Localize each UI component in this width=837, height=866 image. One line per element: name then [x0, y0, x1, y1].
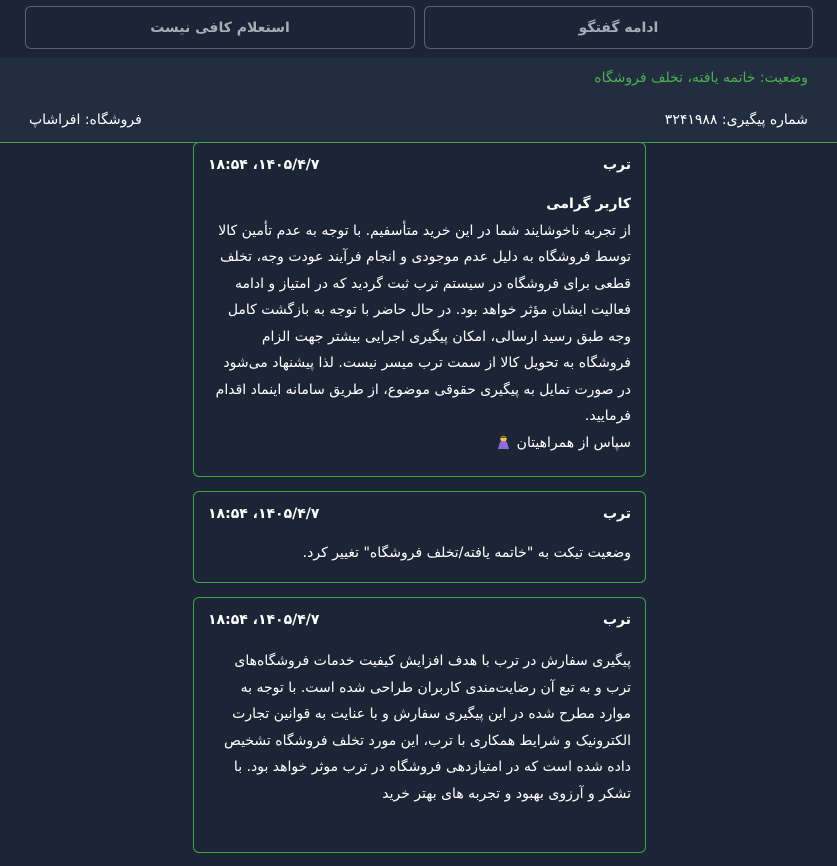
- continue-conversation-button[interactable]: ادامه گفتگو: [424, 6, 813, 49]
- message-body: [208, 540, 631, 567]
- message-closing: سپاس از همراهیتان: [516, 434, 631, 451]
- message-timestamp: ۱۸:۵۴ ،۱۴۰۵/۴/۷: [208, 506, 320, 522]
- tracking-number: شماره پیگیری: ۳۲۴۱۹۸۸: [664, 112, 808, 128]
- message-timestamp: ۱۸:۵۴ ،۱۴۰۵/۴/۷: [208, 157, 320, 173]
- message-card: [193, 597, 646, 853]
- message-body: [208, 648, 631, 807]
- message-timestamp: ۱۸:۵۴ ،۱۴۰۵/۴/۷: [208, 612, 320, 628]
- ticket-status: وضعیت: خاتمه یافته، تخلف فروشگاه: [594, 70, 808, 86]
- person-bowing-emoji-icon: [497, 435, 510, 449]
- message-text: وضعیت تیکت به "خاتمه یافته/تخلف فروشگاه" تغییر کرد.: [302, 545, 631, 561]
- message-greeting: کاربر گرامی: [546, 196, 631, 212]
- message-text: از تجربه ناخوشایند شما در این خرید متأسفیم. با توجه به عدم تأمین کالا توسط فروشگاه به دلیل عدم موجودی و انجام فرآیند عودت وجه، تخلف قطعی برای فروشگاه در سیستم ترب ثبت گردید که در امتیاز و ادامه فعالیت ایشان مؤثر خواهد بود. در حال حاضر با توجه به بازگشت کامل وجه طبق رسید ارسالی، امکان پیگیری اجرایی بیشتر جهت الزام فروشگاه به تحویل کالا از سمت ترب میسر نیست. لذا پیشنهاد می‌شود در صورت تمایل به پیگیری حقوقی موضوع، از طریق سامانه اینماد اقدام فرمایید.: [215, 222, 631, 424]
- inquiry-insufficient-button[interactable]: استعلام کافی نیست: [25, 6, 415, 49]
- message-sender: ترب: [602, 506, 631, 522]
- message-card: [193, 142, 646, 477]
- store-name: فروشگاه: افراشاپ: [29, 112, 142, 128]
- message-body: [208, 191, 631, 456]
- ticket-info-panel: [0, 58, 837, 143]
- message-text: پیگیری سفارش در ترب با هدف افزایش کیفیت خدمات فروشگاه‌های ترب و به تبع آن رضایت‌مندی کاربران طراحی شده است. با توجه به موارد مطرح شده در این پیگیری سفارش و با عنایت به قوانین تجارت الکترونیک و شرایط همکاری با ترب، این مورد تخلف فروشگاه تشخیص داده شده است که در امتیازدهی فروشگاه در ترب موثر خواهد بود. با تشکر و آرزوی بهبود و تجربه های بهتر خرید: [224, 653, 631, 802]
- message-closing-line: [208, 430, 631, 457]
- message-sender: ترب: [602, 612, 631, 628]
- message-card: [193, 491, 646, 583]
- action-bar: [0, 0, 837, 58]
- message-sender: ترب: [602, 157, 631, 173]
